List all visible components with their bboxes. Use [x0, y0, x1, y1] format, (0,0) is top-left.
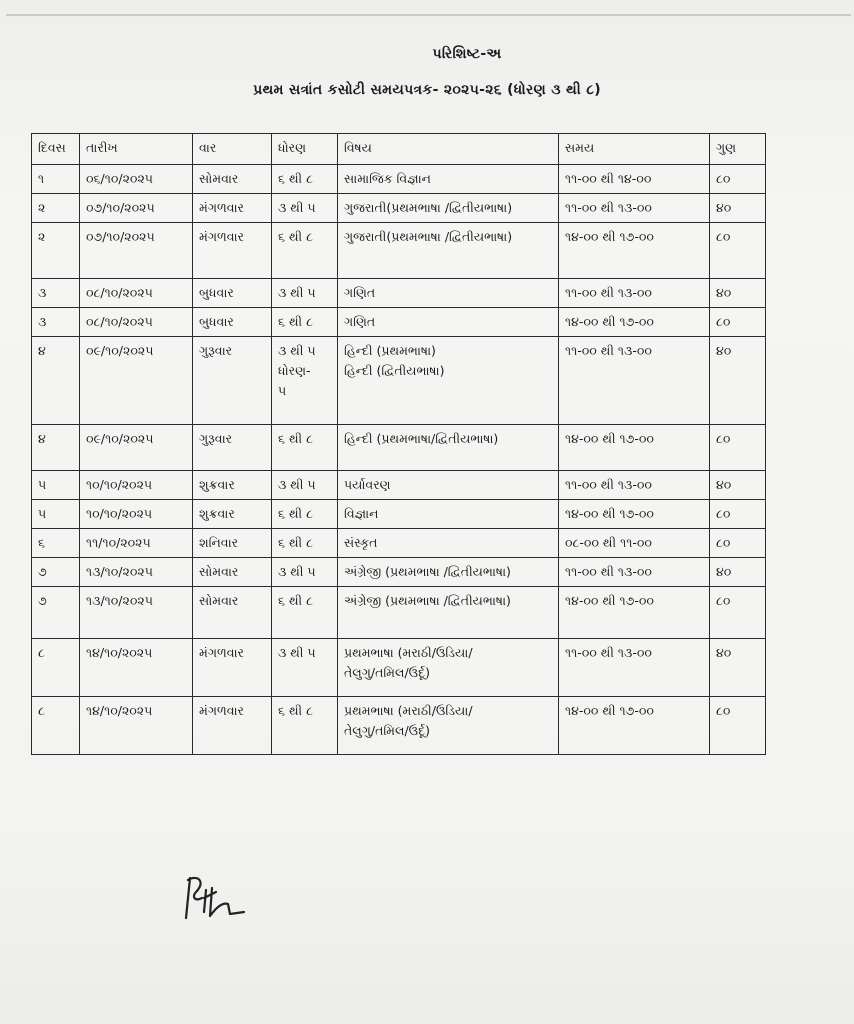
- table-row: [32, 308, 766, 337]
- cell-time: ૦૮-૦૦ થી ૧૧-૦૦: [559, 529, 710, 558]
- cell-standard-line: ૩ થી ૫: [278, 343, 316, 358]
- cell-time: ૧૪-૦૦ થી ૧૭-૦૦: [559, 697, 710, 755]
- cell-subject: [338, 165, 559, 194]
- cell-weekday: શુક્રવાર: [193, 471, 272, 500]
- cell-subject-line: ગુજરાતી(પ્રથમભાષા /દ્વિતીયભાષા): [344, 200, 513, 215]
- table-row: [32, 337, 766, 425]
- cell-standard: [272, 425, 338, 471]
- cell-subject-line: હિન્દી (દ્વિતીયભાષા): [344, 363, 445, 378]
- cell-subject: [338, 425, 559, 471]
- signature: [182, 868, 262, 924]
- cell-day: ૫: [32, 500, 80, 529]
- cell-date: ૦૮/૧૦/૨૦૨૫: [80, 308, 193, 337]
- table-row: [32, 500, 766, 529]
- cell-time: ૧૧-૦૦ થી ૧૩-૦૦: [559, 194, 710, 223]
- cell-date: ૧૦/૧૦/૨૦૨૫: [80, 500, 193, 529]
- cell-weekday: ગુરૂવાર: [193, 425, 272, 471]
- cell-marks: ૪૦: [710, 194, 766, 223]
- cell-date: ૧૪/૧૦/૨૦૨૫: [80, 697, 193, 755]
- cell-marks: ૪૦: [710, 471, 766, 500]
- cell-day: ૮: [32, 697, 80, 755]
- cell-date: ૧૧/૧૦/૨૦૨૫: [80, 529, 193, 558]
- cell-day: ૭: [32, 587, 80, 639]
- table-row: [32, 558, 766, 587]
- cell-standard: [272, 500, 338, 529]
- cell-subject-line: પ્રથમભાષા (મરાઠી/ઉડિયા/: [344, 703, 473, 718]
- cell-weekday: મંગળવાર: [193, 639, 272, 697]
- cell-marks: ૪૦: [710, 279, 766, 308]
- cell-day: ૫: [32, 471, 80, 500]
- cell-subject-line: તેલુગુ/તમિલ/ઉર્દૂ): [344, 665, 430, 680]
- cell-time: ૧૪-૦૦ થી ૧૭-૦૦: [559, 587, 710, 639]
- cell-weekday: બુધવાર: [193, 279, 272, 308]
- cell-date: ૦૬/૧૦/૨૦૨૫: [80, 165, 193, 194]
- cell-subject: [338, 529, 559, 558]
- cell-subject-line: તેલુગુ/તમિલ/ઉર્દૂ): [344, 723, 430, 738]
- table-header-row: [32, 134, 766, 165]
- cell-weekday: સોમવાર: [193, 558, 272, 587]
- cell-date: ૦૯/૧૦/૨૦૨૫: [80, 425, 193, 471]
- cell-standard-line: ૬ થી ૮: [278, 703, 313, 718]
- cell-subject: [338, 194, 559, 223]
- cell-marks: ૪૦: [710, 337, 766, 425]
- table-row: [32, 279, 766, 308]
- cell-marks: ૮૦: [710, 529, 766, 558]
- cell-standard: [272, 194, 338, 223]
- cell-date: ૦૯/૧૦/૨૦૨૫: [80, 337, 193, 425]
- cell-weekday: મંગળવાર: [193, 223, 272, 279]
- cell-marks: ૪૦: [710, 558, 766, 587]
- cell-date: ૦૮/૧૦/૨૦૨૫: [80, 279, 193, 308]
- table-row: [32, 425, 766, 471]
- cell-subject: [338, 279, 559, 308]
- cell-day: ૧: [32, 165, 80, 194]
- cell-subject-line: વિજ્ઞાન: [344, 506, 379, 521]
- document-heading: પરિશિષ્ટ-અ: [432, 46, 502, 62]
- header-marks: ગુણ: [710, 134, 766, 165]
- cell-day: ૩: [32, 308, 80, 337]
- cell-time: ૧૪-૦૦ થી ૧૭-૦૦: [559, 425, 710, 471]
- document-subheading: પ્રથમ સત્રાંત કસોટી સમયપત્રક- ૨૦૨૫-૨૬ (ધોરણ ૩ થી ૮): [253, 82, 601, 98]
- cell-marks: ૮૦: [710, 425, 766, 471]
- cell-standard: [272, 279, 338, 308]
- cell-day: ૩: [32, 279, 80, 308]
- cell-standard: [272, 639, 338, 697]
- cell-standard: [272, 471, 338, 500]
- cell-subject-line: પ્રથમભાષા (મરાઠી/ઉડિયા/: [344, 645, 473, 660]
- cell-standard-line: ૬ થી ૮: [278, 506, 313, 521]
- cell-subject-line: પર્યાવરણ: [344, 477, 391, 492]
- cell-subject: [338, 337, 559, 425]
- cell-date: ૧૩/૧૦/૨૦૨૫: [80, 587, 193, 639]
- cell-standard-line: ૩ થી ૫: [278, 285, 316, 300]
- cell-subject-line: અંગ્રેજી (પ્રથમભાષા /દ્વિતીયભાષા): [344, 593, 511, 608]
- cell-subject-line: સંસ્કૃત: [344, 535, 378, 550]
- cell-day: ૪: [32, 337, 80, 425]
- cell-marks: ૮૦: [710, 165, 766, 194]
- cell-marks: ૮૦: [710, 500, 766, 529]
- cell-subject-line: ગણિત: [344, 285, 376, 300]
- cell-day: ૮: [32, 639, 80, 697]
- cell-weekday: શુક્રવાર: [193, 500, 272, 529]
- cell-subject: [338, 308, 559, 337]
- cell-subject-line: હિન્દી (પ્રથમભાષા/દ્વિતીયભાષા): [344, 431, 499, 446]
- cell-day: ૪: [32, 425, 80, 471]
- header-day: દિવસ: [32, 134, 80, 165]
- cell-standard: [272, 308, 338, 337]
- cell-marks: ૮૦: [710, 697, 766, 755]
- cell-standard: [272, 558, 338, 587]
- cell-standard-line: ૬ થી ૮: [278, 314, 313, 329]
- table-row: [32, 165, 766, 194]
- cell-marks: ૮૦: [710, 587, 766, 639]
- cell-time: ૧૪-૦૦ થી ૧૭-૦૦: [559, 223, 710, 279]
- cell-subject: [338, 697, 559, 755]
- cell-weekday: સોમવાર: [193, 165, 272, 194]
- cell-standard-line: ૩ થી ૫: [278, 477, 316, 492]
- cell-time: ૧૧-૦૦ થી ૧૩-૦૦: [559, 337, 710, 425]
- cell-marks: ૮૦: [710, 223, 766, 279]
- cell-date: ૧૪/૧૦/૨૦૨૫: [80, 639, 193, 697]
- header-standard: ધોરણ: [272, 134, 338, 165]
- table-row: [32, 697, 766, 755]
- cell-standard: [272, 337, 338, 425]
- cell-subject-line: હિન્દી (પ્રથમભાષા): [344, 343, 436, 358]
- table-body: [32, 165, 766, 755]
- cell-time: ૧૧-૦૦ થી ૧૪-૦૦: [559, 165, 710, 194]
- cell-standard-line: ધોરણ-: [278, 363, 311, 378]
- table-row: [32, 194, 766, 223]
- table-row: [32, 223, 766, 279]
- cell-day: ૭: [32, 558, 80, 587]
- cell-standard-line: ૬ થી ૮: [278, 229, 313, 244]
- cell-weekday: મંગળવાર: [193, 194, 272, 223]
- cell-subject: [338, 223, 559, 279]
- cell-standard-line: ૩ થી ૫: [278, 564, 316, 579]
- cell-time: ૧૪-૦૦ થી ૧૭-૦૦: [559, 500, 710, 529]
- cell-standard-line: ૫: [278, 383, 287, 398]
- cell-date: ૧૩/૧૦/૨૦૨૫: [80, 558, 193, 587]
- header-time: સમય: [559, 134, 710, 165]
- cell-subject-line: અંગ્રેજી (પ્રથમભાષા /દ્વિતીયભાષા): [344, 564, 511, 579]
- cell-day: ૨: [32, 223, 80, 279]
- cell-standard-line: ૬ થી ૮: [278, 171, 313, 186]
- cell-subject-line: સામાજિક વિજ્ઞાન: [344, 171, 431, 186]
- table-row: [32, 587, 766, 639]
- cell-subject: [338, 471, 559, 500]
- cell-date: ૦૭/૧૦/૨૦૨૫: [80, 223, 193, 279]
- cell-date: ૦૭/૧૦/૨૦૨૫: [80, 194, 193, 223]
- cell-time: ૧૧-૦૦ થી ૧૩-૦૦: [559, 279, 710, 308]
- cell-weekday: શનિવાર: [193, 529, 272, 558]
- cell-standard-line: ૬ થી ૮: [278, 431, 313, 446]
- cell-time: ૧૧-૦૦ થી ૧૩-૦૦: [559, 471, 710, 500]
- cell-subject-line: ગણિત: [344, 314, 376, 329]
- cell-standard: [272, 697, 338, 755]
- table-row: [32, 529, 766, 558]
- cell-weekday: ગુરૂવાર: [193, 337, 272, 425]
- table-row: [32, 639, 766, 697]
- cell-standard-line: ૩ થી ૫: [278, 645, 316, 660]
- cell-day: ૬: [32, 529, 80, 558]
- cell-day: ૨: [32, 194, 80, 223]
- cell-time: ૧૧-૦૦ થી ૧૩-૦૦: [559, 558, 710, 587]
- cell-time: ૧૪-૦૦ થી ૧૭-૦૦: [559, 308, 710, 337]
- table-row: [32, 471, 766, 500]
- page-top-edge: [6, 14, 851, 16]
- header-weekday: વાર: [193, 134, 272, 165]
- cell-standard-line: ૩ થી ૫: [278, 200, 316, 215]
- header-subject: વિષય: [338, 134, 559, 165]
- cell-date: ૧૦/૧૦/૨૦૨૫: [80, 471, 193, 500]
- cell-standard: [272, 587, 338, 639]
- cell-weekday: મંગળવાર: [193, 697, 272, 755]
- cell-standard: [272, 529, 338, 558]
- cell-subject: [338, 587, 559, 639]
- cell-weekday: બુધવાર: [193, 308, 272, 337]
- cell-subject: [338, 558, 559, 587]
- cell-standard: [272, 165, 338, 194]
- cell-weekday: સોમવાર: [193, 587, 272, 639]
- cell-marks: ૮૦: [710, 308, 766, 337]
- exam-schedule-table: [31, 133, 766, 755]
- cell-standard-line: ૬ થી ૮: [278, 535, 313, 550]
- cell-standard-line: ૬ થી ૮: [278, 593, 313, 608]
- cell-subject: [338, 639, 559, 697]
- cell-subject-line: ગુજરાતી(પ્રથમભાષા /દ્વિતીયભાષા): [344, 229, 513, 244]
- cell-standard: [272, 223, 338, 279]
- cell-subject: [338, 500, 559, 529]
- header-date: તારીખ: [80, 134, 193, 165]
- cell-time: ૧૧-૦૦ થી ૧૩-૦૦: [559, 639, 710, 697]
- cell-marks: ૪૦: [710, 639, 766, 697]
